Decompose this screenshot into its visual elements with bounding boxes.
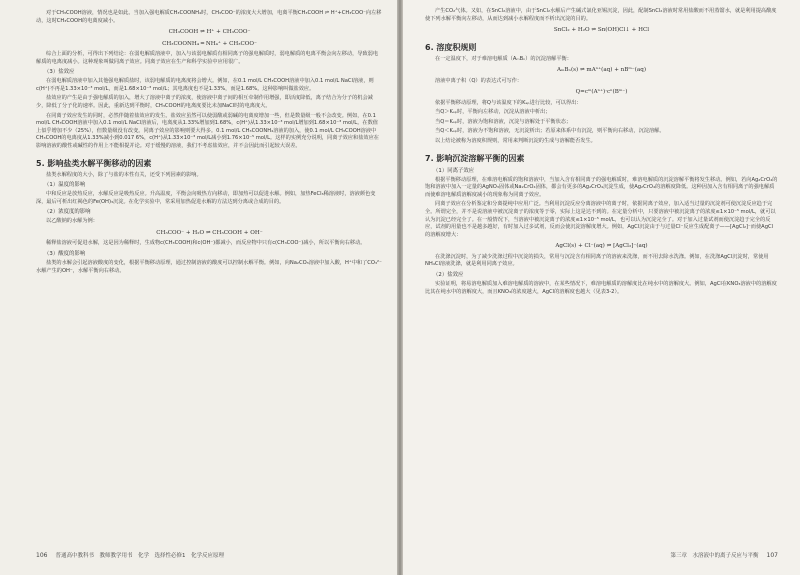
section-heading-5: 5. 影响盐类水解平衡移动的因素 bbox=[36, 158, 152, 168]
section-heading-6: 6. 溶度积规则 bbox=[425, 42, 477, 52]
paragraph: 溶液中离子积（Q）的表达式可写作： bbox=[435, 77, 523, 84]
right-page bbox=[403, 0, 800, 575]
equation: AgCl(s) + Cl⁻(aq) ⇌ [AgCl₂]⁻(aq) bbox=[555, 243, 648, 250]
paragraph: 综合上面的分析，可得出下列结论：在弱电解质溶液中，加入与该弱电解质有相同离子的强电解质时，弱电解质的电离平衡会向左移动，导致弱电解质的电离度减小。这种现象叫做同离子效应。同离子效应在生产和科学实验中应用很广。 bbox=[36, 51, 379, 65]
paragraph: 同离子效应在分析鉴定和分离提纯中应用广泛。当利用沉淀反应分离溶液中的离子时，依据同离子效应，加入适当过量的沉淀剂可使沉淀反应趋于完全。所谓完全，并不是说溶液中被沉淀离子的浓度等于零，实际上这是达不到的。在定量分析中，只要溶液中被沉淀离子的浓度≤1×10⁻⁵ mol/L，就可以认为沉淀已经完全了。在一般情况下，当溶液中被沉淀离子的浓度≤1×10⁻⁵ mol/L，也可以认为沉淀完全了。对于加入过量试剂而使沉淀趋于完全的反应，试剂的用量也不是越多越好，有时加入过多试剂，反而会使沉淀溶解度增大。例如，AgCl沉淀由于与过量Cl⁻反应生成配离子——[AgCl₂]⁻而使AgCl的溶解度增大： bbox=[425, 201, 776, 238]
subheading-salt-effect: （3）盐效应 bbox=[44, 69, 75, 76]
left-page-column bbox=[36, 10, 383, 275]
paragraph: 在弱电解质溶液中加入其他强电解质盐时，该弱电解质的电离度将会增大。例如，在0.1 mol/L CH₃COOH溶液中加入0.1 mol/L NaCl溶液，则c(H⁺)不再是1.33×10⁻³ mol/L，而是1.68×10⁻³ mol/L；其电离度也不是1.33%，而是1.68%。这种影响叫做盐效应。 bbox=[36, 78, 374, 92]
left-page bbox=[0, 0, 397, 575]
paragraph: 在洗涤沉淀时，为了减少洗涤过程中沉淀的损失，常用与沉淀含有相同离子的溶液来洗涤，而不用去除水洗涤。例如，在洗涤AgCl沉淀时，常使用NH₄Cl溶液洗涤，就是利用同离子效应。 bbox=[425, 253, 769, 268]
right-page-footer bbox=[671, 551, 778, 559]
paragraph: 在一定温度下，对于难溶电解质（AₘBₙ）的沉淀溶解平衡： bbox=[435, 55, 572, 62]
equation: CH₃COONH₄ ═ NH₄⁺ + CH₃COO⁻ bbox=[162, 40, 257, 47]
subheading-salt-effect: （2）盐效应 bbox=[433, 271, 464, 278]
subheading-temperature: （1）温度的影响 bbox=[44, 182, 86, 189]
running-footer: 普通高中教科书 教师教学用书 化学 选择性必修1 化学反应原理 bbox=[55, 553, 224, 559]
paragraph: 根据平衡移动原理，在难溶电解质的饱和溶液中，当加入含有相同离子的强电解质时，难溶电解质的沉淀溶解平衡将发生移动。例如，若向Ag₂CrO₄的饱和溶液中加入一定量的AgNO₃固体或Na₂CrO₄固体，都会有更多的Ag₂CrO₄沉淀生成，使Ag₂CrO₄的溶解度降低。这种因加入含有相同离子的强电解质而使难溶电解质溶解度减小的现象称为同离子效应。 bbox=[425, 176, 778, 198]
paragraph: 稀释盐溶液可促进水解，这是因为稀释时，生成物c(CH₃COOH)和c(OH⁻)都减小，而反应物中只有c(CH₃COO⁻)减小，所以平衡向右移动。 bbox=[46, 240, 366, 247]
subheading-acidity: （3）酸度的影响 bbox=[44, 250, 86, 257]
paragraph: 以乙酸钠的水解为例： bbox=[46, 218, 98, 225]
rule-item: 当Q＝Kₛₚ时，溶液为饱和溶液，沉淀与溶解处于平衡状态； bbox=[435, 118, 572, 125]
paragraph: 盐类水解程度的大小，除了与盐的本性有关，还受下列因素的影响。 bbox=[46, 171, 202, 178]
page-number: 107 bbox=[766, 551, 778, 559]
rule-item: 当Q＞Kₛₚ时，平衡向左移动，沉淀从溶液中析出； bbox=[435, 109, 551, 116]
paragraph: 对于CH₃COOH溶液，情况也是如此。当加入强电解质CH₃COONH₄时，CH₃COO⁻的浓度大大增加，电离平衡CH₃COOH ⇌ H⁺+CH₃COO⁻向左移动，这时CH₃COOH的电离度减小。 bbox=[36, 10, 382, 24]
paragraph: 产生CO₂气体。又如，在SnCl₂溶液中，由于SnCl₂水解后产生碱式氯化亚锡沉淀，因此，配制SnCl₂溶液时常用盐酸而不用蒸馏水，就是利用提高酸度使下列水解平衡向左移动，从而达到减小水解程度而不析出沉淀的目的。 bbox=[425, 8, 777, 22]
running-footer: 第三章 水溶液中的离子反应与平衡 bbox=[670, 553, 759, 559]
paragraph: 中和反应是放热反应，水解反应是吸热反应。升高温度，平衡会向吸热方向移动，即加热可以促进水解。例如，加热FeCl₃稀溶液时，溶液颜色变深，最后可析出红褐色的Fe(OH)₃沉淀。在化学实验中，常采用加热促进水解的方法达到分离或合成的目的。 bbox=[36, 191, 376, 205]
paragraph: 实验证明，将易溶电解质加入难溶电解质的溶液中，在某些情况下，难溶电解质的溶解度比在纯水中的溶解度大。例如，AgCl在KNO₃溶液中的溶解度比其在纯水中的溶解度大，而且KNO₃的浓度越大，AgCl的溶解度也越大（见表3-2）。 bbox=[425, 280, 777, 295]
paragraph: 盐效应的产生是由于强电解质的加入，增大了溶液中离子的浓度，使溶液中离子间的相互牵制作用增强，即活度降低，离子结合为分子的机会减少，降低了分子化的速率。因此，重新达到平衡时，CH₃COOH的电离度要比未加NaCl时的电离度大。 bbox=[36, 95, 373, 109]
equation: SnCl₂ + H₂O ⇌ Sn(OH)Cl↓ + HCl bbox=[553, 27, 650, 34]
paragraph: 依据平衡移动原理，将Q与该温度下的Kₛₚ进行比较，可以得出： bbox=[435, 99, 582, 106]
paragraph: 在同离子效应发生的同时，必然伴随着盐效应的发生。盐效应虽然可以使弱酸或弱碱的电离度增加一些，但是数量级一般不会改变。例如，在0.1 mol/L CH₃COOH溶液中加入0.1 mol/L NaCl溶液后，电离度从1.33%增加到1.68%，c(H⁺)从1.33×10⁻³ mol/L增加到1.68×10⁻³ mol/L。在数值上似乎增加不少（25%），但数量级没有改变。同离子效应的影响则要大得多。0.1 mol/L CH₃COONH₄溶液的加入，使0.1 mol/L CH₃COOH溶液中CH₃COOH的电离度从1.33%减小到0.017 6%，c(H⁺)从1.33×10⁻³ mol/L减小到1.76×10⁻⁵ mol/L。这样的实例充分说明，同离子效应和盐效应在影响溶液的酸性或碱性的作用上不能相提并论。对于缓慢的溶液，我们不考虑盐效应，并不会因此而引起较大误差。 bbox=[36, 112, 379, 149]
subheading-concentration: （2）浓度度的影响 bbox=[44, 209, 91, 216]
paragraph: 以上结论被称为溶度积规则，常用来判断沉淀的生成与溶解能否发生。 bbox=[435, 137, 596, 144]
paragraph: 盐类的水解会引起溶液酸度的变化，根据平衡移动原理，通过控制溶液的酸度可以控制水解平衡。例如，向Na₂CO₃溶液中加入酸，H⁺中和了CO₃²⁻水解产生的OH⁻，水解平衡向右移动。 bbox=[36, 259, 382, 274]
rule-item: 当Q＜Kₛₚ时，溶液为不饱和溶液，无沉淀析出；若原来体系中有沉淀，则平衡向右移动，沉淀溶解。 bbox=[435, 128, 665, 135]
left-page-footer bbox=[36, 551, 224, 559]
equation: Q=cᵐ(Aⁿ⁺)·cⁿ(Bᵐ⁻) bbox=[575, 89, 628, 96]
equation: AₘBₙ(s) ⇌ mAⁿ⁺(aq) + nBᵐ⁻(aq) bbox=[556, 67, 647, 74]
page-number: 106 bbox=[36, 551, 48, 559]
right-page-column bbox=[425, 8, 778, 296]
subheading-common-ion: （1）同离子效应 bbox=[433, 167, 475, 174]
equation: CH₃COO⁻ + H₂O ⇌ CH₃COOH + OH⁻ bbox=[156, 229, 263, 236]
equation: CH₃COOH ⇌ H⁺ + CH₃COO⁻ bbox=[168, 29, 251, 36]
section-heading-7: 7. 影响沉淀溶解平衡的因素 bbox=[425, 153, 525, 163]
